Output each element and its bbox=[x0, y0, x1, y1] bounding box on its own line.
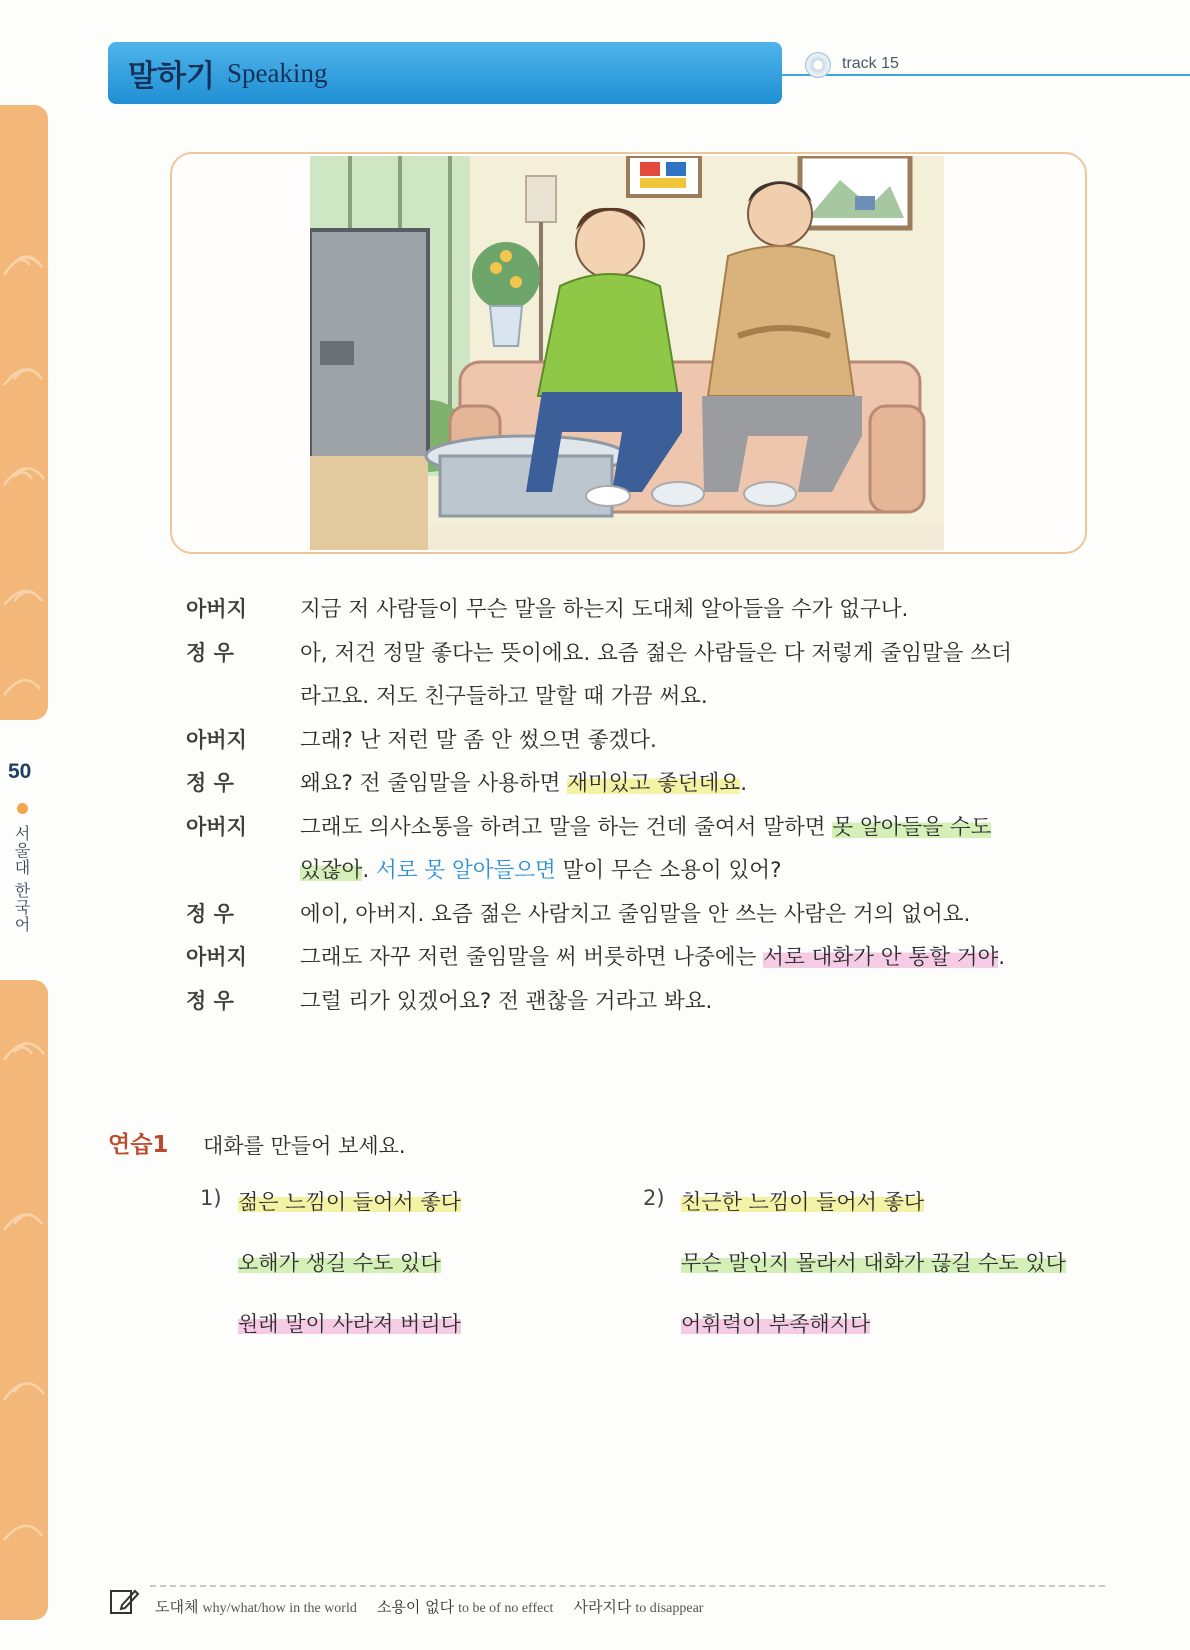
speech-text bbox=[300, 849, 1086, 893]
track-label[interactable]: track 15 bbox=[842, 55, 899, 72]
speech-segment: 말이 무슨 소용이 있어? bbox=[555, 858, 782, 883]
practice-phrase: 어휘력이 부족해지다 bbox=[681, 1312, 871, 1336]
speech-text bbox=[300, 632, 1086, 676]
practice-phrase: 젊은 느낌이 들어서 좋다 bbox=[238, 1190, 461, 1214]
practice-phrase: 무슨 말인지 몰라서 대화가 끊길 수도 있다 bbox=[681, 1251, 1066, 1275]
practice-phrase: 친근한 느낌이 들어서 좋다 bbox=[681, 1190, 925, 1214]
speaker-name: 정 우 bbox=[186, 988, 234, 1013]
speaker-name: 아버지 bbox=[186, 597, 247, 621]
speaker-name: 아버지 bbox=[186, 945, 247, 969]
page-number: 50 bbox=[8, 760, 32, 783]
speaker-name: 아버지 bbox=[186, 727, 247, 752]
speech-segment: 아, 저건 정말 좋다는 뜻이에요. 요즘 젊은 사람들은 다 저렇게 줄임말을 쓰더 bbox=[300, 640, 1012, 666]
vocab-word: 도대체 bbox=[155, 1598, 199, 1616]
practice-item bbox=[200, 1186, 461, 1247]
dialogue-line bbox=[186, 675, 1086, 719]
practice-column-2 bbox=[643, 1186, 1066, 1369]
vocab-word: 사라지다 bbox=[573, 1598, 632, 1616]
footer-divider bbox=[150, 1585, 1105, 1587]
dialogue-line bbox=[186, 719, 1086, 763]
practice-item bbox=[200, 1308, 461, 1369]
highlighted-phrase: 서로 대화가 안 통할 거야 bbox=[763, 945, 999, 970]
dialogue-line bbox=[186, 936, 1086, 980]
dialogue-line bbox=[186, 588, 1086, 632]
section-title-en: Speaking bbox=[226, 57, 328, 88]
speaker-name: 정 우 bbox=[186, 901, 234, 926]
practice-item bbox=[643, 1186, 1066, 1247]
speech-text bbox=[300, 806, 1086, 850]
vocab-entry bbox=[377, 1596, 554, 1617]
practice-number: 2) bbox=[643, 1186, 665, 1210]
practice-item bbox=[200, 1247, 461, 1308]
dialogue bbox=[186, 588, 1086, 1023]
speaker-name: 정 우 bbox=[186, 771, 234, 795]
vocab-entry bbox=[573, 1596, 703, 1617]
dialogue-line bbox=[186, 632, 1086, 676]
book-title: 서울대 한국어 bbox=[12, 825, 31, 934]
memo-pencil-icon bbox=[108, 1585, 140, 1617]
dialogue-line bbox=[186, 762, 1086, 806]
speech-text bbox=[300, 893, 1086, 937]
picture-frame-icon bbox=[628, 156, 700, 196]
speaker-name bbox=[186, 849, 300, 893]
vocab-entry bbox=[155, 1596, 357, 1617]
speaker-name: 정 우 bbox=[186, 640, 234, 665]
speech-segment: 그래? 난 저런 말 좀 안 썼으면 좋겠다. bbox=[300, 727, 657, 753]
vocabulary-list bbox=[155, 1596, 703, 1617]
cloud-pattern-icon bbox=[0, 105, 48, 720]
practice-column-1 bbox=[200, 1186, 461, 1369]
practice-number: 1) bbox=[200, 1186, 222, 1210]
vocab-meaning: to be of no effect bbox=[458, 1601, 554, 1616]
vocab-word: 소용이 없다 bbox=[376, 1598, 455, 1616]
practice-phrase: 원래 말이 사라져 버리다 bbox=[238, 1312, 461, 1336]
son-figure bbox=[576, 210, 644, 278]
dialogue-line bbox=[186, 849, 1086, 893]
speech-segment: . bbox=[998, 945, 1006, 970]
speech-segment: . bbox=[740, 771, 748, 796]
speech-segment: 에이, 아버지. 요즘 젊은 사람치고 줄임말을 안 쓰는 사람은 거의 없어요. bbox=[300, 901, 971, 927]
page-dot bbox=[17, 803, 28, 814]
section-title-ko: 말하기 bbox=[128, 59, 215, 94]
highlighted-phrase: 있잖아 bbox=[300, 858, 363, 883]
speech-text bbox=[300, 588, 1086, 632]
speaker-name bbox=[186, 675, 300, 719]
speech-segment: . bbox=[362, 858, 376, 883]
practice-label: 연습1 bbox=[108, 1132, 169, 1158]
highlighted-phrase: 서로 못 알아들으면 bbox=[375, 858, 556, 883]
cd-icon[interactable] bbox=[805, 52, 831, 78]
speech-segment: 그럴 리가 있겠어요? 전 괜찮을 거라고 봐요. bbox=[300, 988, 713, 1014]
practice-phrase: 오해가 생길 수도 있다 bbox=[238, 1251, 441, 1275]
dialogue-line bbox=[186, 806, 1086, 850]
side-decoration-top bbox=[0, 105, 48, 720]
speaker-name: 아버지 bbox=[186, 814, 247, 839]
speech-text bbox=[300, 980, 1086, 1024]
track-line bbox=[782, 74, 1190, 76]
dialogue-line bbox=[186, 893, 1086, 937]
speech-segment: 그래도 자꾸 저런 줄임말을 써 버릇하면 나중에는 bbox=[300, 945, 764, 970]
vocab-meaning: to disappear bbox=[635, 1601, 704, 1616]
speech-segment: 지금 저 사람들이 무슨 말을 하는지 도대체 알아들을 수가 없구나. bbox=[300, 597, 909, 622]
speech-text bbox=[300, 675, 1086, 719]
side-decoration-bottom bbox=[0, 980, 48, 1620]
practice-item bbox=[643, 1247, 1066, 1308]
practice-instruction: 대화를 만들어 보세요. bbox=[203, 1134, 406, 1158]
dialogue-line bbox=[186, 980, 1086, 1024]
speech-text bbox=[300, 762, 1086, 806]
highlighted-phrase: 못 알아들을 수도 bbox=[832, 814, 992, 840]
cloud-pattern-icon bbox=[0, 980, 48, 1620]
speech-segment: 왜요? 전 줄임말을 사용하면 bbox=[300, 771, 568, 796]
practice-item bbox=[643, 1308, 1066, 1369]
speech-text bbox=[300, 936, 1086, 980]
living-room-illustration bbox=[310, 156, 944, 550]
vocab-meaning: why/what/how in the world bbox=[202, 1601, 357, 1616]
highlighted-phrase: 재미있고 좋던데요 bbox=[567, 771, 741, 796]
speech-segment: 라고요. 저도 친구들하고 말할 때 가끔 써요. bbox=[300, 684, 708, 709]
section-banner bbox=[108, 42, 782, 104]
speech-text bbox=[300, 719, 1086, 763]
speech-segment: 그래도 의사소통을 하려고 말을 하는 건데 줄여서 말하면 bbox=[300, 814, 833, 840]
